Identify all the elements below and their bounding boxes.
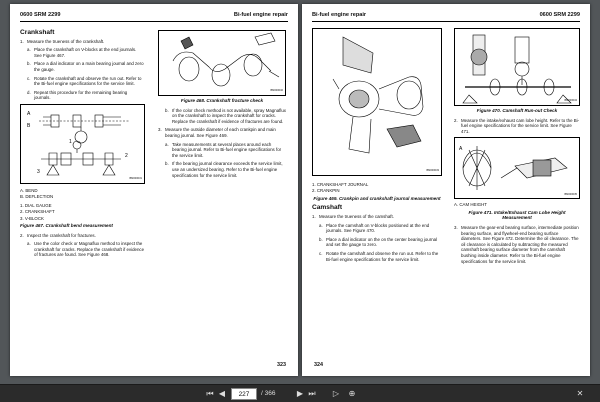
- page-header: [312, 10, 580, 22]
- figure-468-caption: Figure 468. Crankshaft fracture check: [180, 98, 264, 103]
- viewer-toolbar: [0, 384, 600, 402]
- page-323: [10, 4, 298, 376]
- last-page-icon[interactable]: ⏭: [308, 389, 316, 398]
- figure-470: [454, 28, 580, 106]
- figure-471: [454, 137, 580, 199]
- step-2a: a. Use the color check or Magnaflux method to inspect the crankshaft for cracks. Replace the crankshaft if evidence of fractures are found. See Figure 468.: [27, 241, 145, 258]
- page-number: 324: [314, 362, 323, 368]
- step-2b: b. If the color check method is not available, spray Magnaflux on the crankshaft to inspect the crankshaft for cracks. Replace the crankshaft if evidence of fractures are found.: [165, 107, 286, 124]
- step-1: 1. Measure the trueness of the camshaft.: [312, 214, 394, 219]
- step-3: 3. Measure the outside diameter of each crankpin and main bearing journal. See Figure 469.: [158, 127, 276, 138]
- page-number-input[interactable]: 227: [231, 388, 257, 400]
- left-column: [20, 30, 145, 261]
- step-3: 3. Measure the gear-end bearing surface, intermediate position bearing surface, and flywheel-end bearing surface diameters. See Figure 472. Determine the oil clearance. The oil clearance is calculated by subtracting the measured camshaft bearing surface diameter from the camshaft bushing inside diameter. Refer to the Bi-fuel engine specifications for the service limit.: [454, 224, 579, 264]
- play-icon[interactable]: ▷: [332, 389, 340, 398]
- step-1a: a. Place the crankshaft on V-blocks at the end journals. See Figure 467.: [27, 47, 137, 58]
- step-1a: a. Place the camshaft on V-blocks positioned at the end journals. See Figure 470.: [319, 222, 430, 234]
- label-a: A: [27, 110, 31, 117]
- figure-467: [20, 104, 145, 184]
- section-title: Camshaft: [312, 204, 343, 212]
- legend-item: A. CAM HEIGHT: [454, 202, 487, 208]
- figure-469: [312, 28, 442, 176]
- first-page-icon[interactable]: ⏮: [206, 389, 214, 398]
- step-1: 1. Measure the trueness of the crankshaft.: [20, 38, 105, 44]
- step-1c: c. Rotate the camshaft and observe the run out. Refer to the Bi-fuel engine specifications for the service limit.: [319, 250, 439, 262]
- page-header: [20, 10, 288, 22]
- header-right: Bi-fuel engine repair: [233, 12, 288, 18]
- crankshaft-bend-diagram: [21, 105, 144, 183]
- next-page-icon[interactable]: ▶: [296, 389, 304, 398]
- figure-469-caption: Figure 469. Crankpin and crankshaft journal measurement: [313, 195, 441, 201]
- close-icon[interactable]: ✕: [576, 389, 584, 398]
- step-3b: b. If the bearing journal clearance exceeds the service limit, use an undersized bearing. Refer to the Bi-fuel engine specifications for the service limit.: [165, 161, 283, 178]
- figure-id: BM000031: [129, 177, 142, 181]
- figure-467-caption: Figure 467. Crankshaft bend measurement: [20, 222, 113, 228]
- step-1b: b. Place a dial indicator on a main bearing journal and zero the gauge.: [27, 61, 144, 72]
- figure-470-caption: Figure 470. Camshaft Run-out Check: [476, 108, 558, 113]
- crankshaft-fracture-diagram: [159, 31, 285, 95]
- right-column: [454, 28, 580, 267]
- legend-item: 1. CRANKSHAFT JOURNAL: [312, 182, 369, 187]
- camshaft-runout-diagram: [455, 29, 579, 105]
- legend-item: B. DEFLECTION: [20, 194, 54, 200]
- cam-lobe-height-diagram: [455, 138, 579, 198]
- label-1: 1: [69, 138, 72, 145]
- legend-item: 1. DIAL GAUGE: [20, 202, 52, 208]
- figure-471-caption: Figure 471. Intake/Exhaust Cam Lobe Height Measurement: [468, 209, 566, 221]
- label-a: A: [459, 146, 463, 153]
- zoom-icon[interactable]: ⊕: [348, 389, 356, 398]
- step-1d: d. Repeat this procedure for the remaining bearing journals.: [27, 89, 128, 101]
- prev-page-icon[interactable]: ◀: [218, 389, 226, 398]
- crankpin-measurement-diagram: [313, 29, 441, 175]
- figure-468: [158, 30, 286, 96]
- step-3a: a. Take measurements at several places around each bearing journal. Refer to Bi-fuel engine specifications for the service limit.: [165, 141, 282, 158]
- step-1b: b. Place a dial indicator on the on the center bearing journal and set the gauge to zero.: [319, 236, 438, 248]
- label-3: 3: [37, 168, 40, 175]
- page-324: [302, 4, 590, 376]
- legend-item: 2. CRANKSHAFT: [20, 209, 55, 215]
- figure-id: BM000034: [564, 99, 577, 103]
- figure-id: BM000033: [426, 169, 439, 173]
- section-title: Crankshaft: [20, 29, 55, 36]
- right-column: [158, 30, 286, 181]
- label-b: B: [27, 122, 31, 129]
- header-left: 0600 SRM 2299: [20, 12, 61, 18]
- figure-id: BM000032: [270, 89, 283, 93]
- page-total: / 366: [261, 390, 276, 397]
- figure-id: BM000035: [564, 192, 577, 196]
- legend-item: 2. CRANKPIN: [312, 188, 340, 194]
- header-right: 0600 SRM 2299: [539, 12, 580, 18]
- label-2: 2: [125, 152, 128, 159]
- legend-item: 3. V-BLOCK: [20, 215, 44, 221]
- left-column: [312, 28, 442, 265]
- step-2: 2. Measure the intake/exhaust cam lobe height. Refer to the Bi-fuel engine specifications for the service limit. See Figure 471.: [454, 117, 580, 134]
- step-1c: c. Rotate the crankshaft and observe the run out. Refer to the Bi-fuel engine specifications for the service limit.: [27, 75, 142, 87]
- header-left: Bi-fuel engine repair: [312, 12, 367, 18]
- page-number: 323: [277, 362, 286, 368]
- legend-item: A. BEND: [20, 187, 38, 193]
- step-2: 2. Inspect the crankshaft for fractures.: [20, 232, 96, 238]
